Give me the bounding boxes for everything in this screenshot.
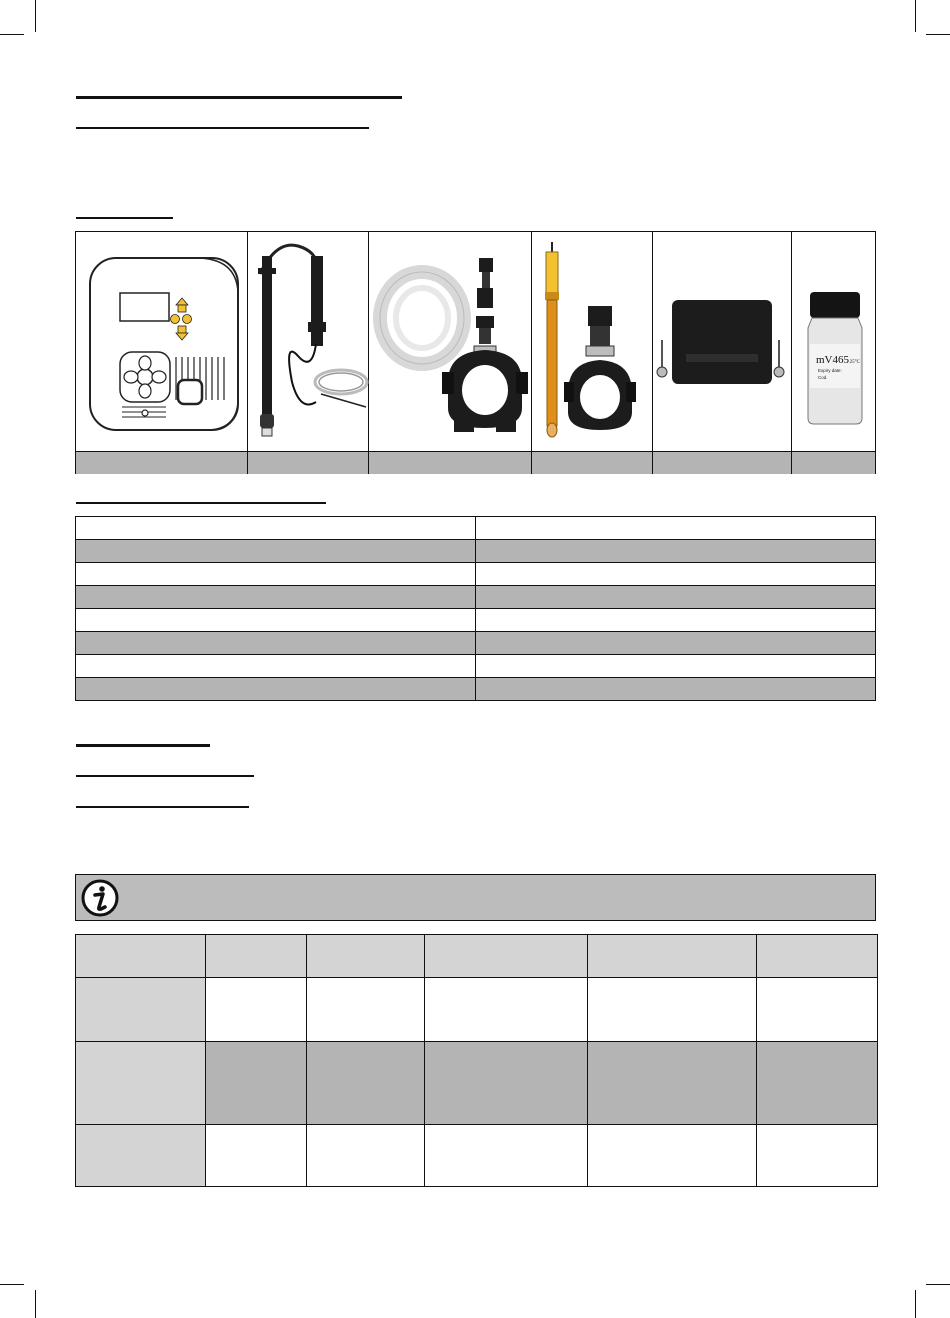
spec-name	[76, 563, 476, 586]
table-cell	[206, 978, 307, 1042]
table-header-row	[76, 935, 878, 978]
table-cell	[757, 978, 878, 1042]
crop-mark	[35, 0, 36, 32]
crop-mark	[926, 1284, 950, 1285]
column-header	[206, 935, 307, 978]
table-cell	[425, 978, 588, 1042]
crop-mark	[0, 1284, 24, 1285]
table-row	[76, 1042, 878, 1125]
table-cell	[307, 1042, 425, 1125]
control-unit-icon	[90, 258, 238, 430]
install-subheading	[76, 775, 254, 777]
spec-name	[76, 632, 476, 655]
column-header	[588, 935, 757, 978]
spec-table	[75, 516, 876, 701]
spec-value	[476, 586, 876, 609]
table-cell	[588, 978, 757, 1042]
table-row	[76, 517, 876, 540]
model-table	[75, 934, 878, 1187]
spec-value	[476, 517, 876, 540]
components-illustrations	[76, 232, 875, 451]
tubing-saddle-kit-icon	[380, 258, 528, 432]
crop-mark	[0, 34, 24, 35]
probe-holder-icon	[258, 245, 367, 436]
column-header	[757, 935, 878, 978]
table-row	[76, 540, 876, 563]
table-row	[76, 678, 876, 701]
crop-mark	[915, 0, 916, 32]
spec-name	[76, 586, 476, 609]
table-cell	[425, 1042, 588, 1125]
install-heading	[76, 744, 210, 747]
buffer-bottle-icon	[808, 292, 862, 424]
spec-value	[476, 540, 876, 563]
table-row	[76, 563, 876, 586]
bottle-label-suffix: / 25°C	[847, 360, 860, 365]
table-cell	[757, 1042, 878, 1125]
spec-value	[476, 632, 876, 655]
bottle-label: mV465	[816, 354, 849, 366]
bottle-line: Expiry date:	[818, 368, 842, 373]
table-row	[76, 978, 878, 1042]
spec-value	[476, 678, 876, 701]
column-header	[307, 935, 425, 978]
crop-mark	[915, 1290, 916, 1318]
table-cell	[206, 1125, 307, 1187]
spec-name	[76, 517, 476, 540]
install-subheading	[76, 806, 249, 808]
column-header	[425, 935, 588, 978]
table-row	[76, 632, 876, 655]
table-cell	[206, 1042, 307, 1125]
bottle-line: Cod.	[818, 375, 828, 380]
row-header	[76, 978, 206, 1042]
crop-mark	[926, 34, 950, 35]
page-title	[76, 96, 402, 99]
spec-name	[76, 609, 476, 632]
table-cell	[588, 1125, 757, 1187]
table-row	[76, 655, 876, 678]
components-label-bar	[76, 451, 875, 474]
row-header	[76, 1125, 206, 1187]
table-cell	[307, 978, 425, 1042]
spec-value	[476, 563, 876, 586]
table-cell	[425, 1125, 588, 1187]
table-cell	[757, 1125, 878, 1187]
spec-name	[76, 678, 476, 701]
mounting-bracket-icon	[657, 300, 784, 384]
specs-heading	[76, 502, 326, 504]
spec-name	[76, 540, 476, 563]
components-heading	[76, 217, 173, 219]
table-row	[76, 1125, 878, 1187]
ph-electrode-icon	[545, 242, 636, 437]
column-header	[76, 935, 206, 978]
table-cell	[588, 1042, 757, 1125]
info-icon	[80, 878, 120, 918]
table-row	[76, 586, 876, 609]
spec-value	[476, 609, 876, 632]
info-note	[75, 874, 876, 921]
table-row	[76, 609, 876, 632]
row-header	[76, 1042, 206, 1125]
components-table	[75, 231, 876, 474]
spec-name	[76, 655, 476, 678]
page-subtitle	[76, 127, 369, 129]
spec-value	[476, 655, 876, 678]
crop-mark	[35, 1290, 36, 1318]
table-cell	[307, 1125, 425, 1187]
